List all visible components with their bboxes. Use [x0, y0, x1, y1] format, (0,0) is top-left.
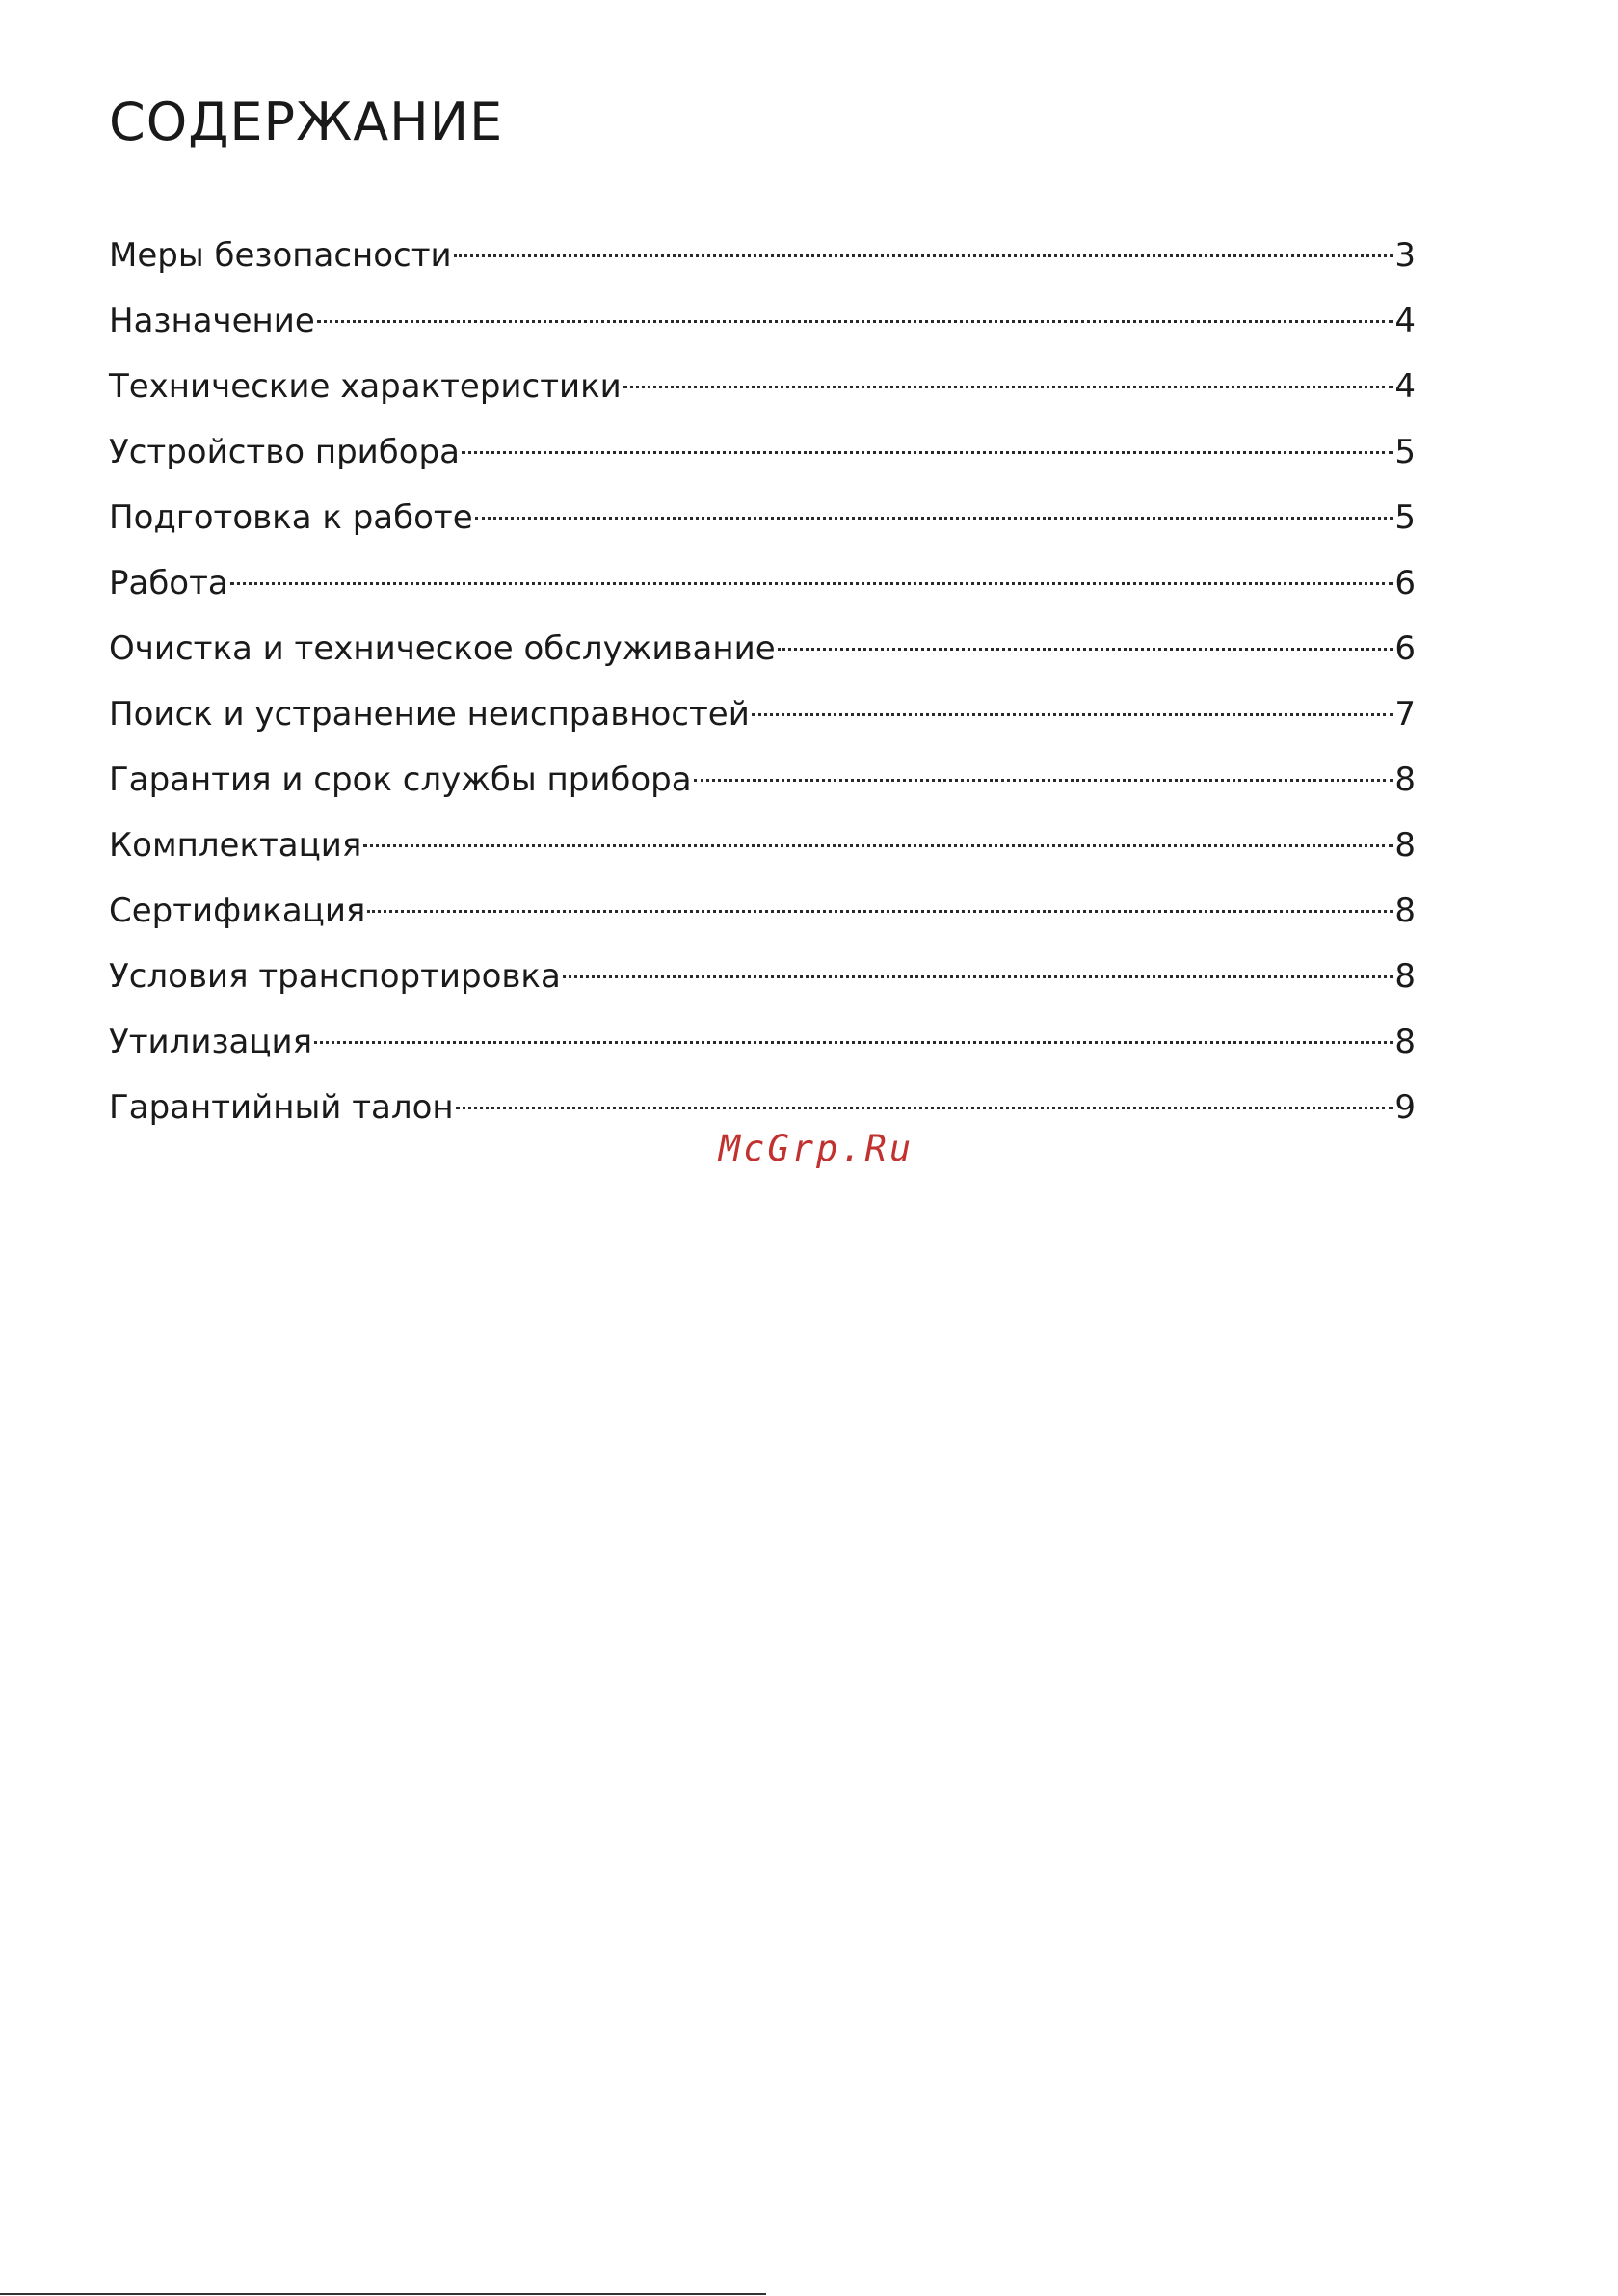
bottom-divider: [0, 2293, 766, 2295]
toc-entry-page: 9: [1394, 1088, 1416, 1127]
toc-dot-leader: [462, 424, 1393, 463]
watermark: McGrp.Ru: [718, 1128, 915, 1169]
toc-entry-page: 5: [1394, 433, 1416, 471]
toc-entry-label: Назначение: [109, 302, 315, 340]
toc-entry-page: 8: [1394, 761, 1416, 799]
toc-entry-label: Условия транспортировка: [109, 957, 561, 996]
toc-entry[interactable]: [109, 359, 1416, 424]
toc-dot-leader: [623, 359, 1393, 397]
toc-entry-page: 8: [1394, 826, 1416, 865]
toc-entry[interactable]: [109, 621, 1416, 686]
toc-entry-label: Комплектация: [109, 826, 362, 865]
toc-dot-leader: [752, 686, 1393, 725]
toc-entry-page: 4: [1394, 367, 1416, 406]
toc-entry-page: 8: [1394, 1023, 1416, 1061]
toc-entry[interactable]: [109, 1014, 1416, 1080]
table-of-contents: [109, 227, 1416, 1145]
toc-entry[interactable]: [109, 490, 1416, 555]
toc-entry-label: Утилизация: [109, 1023, 313, 1061]
toc-entry-page: 4: [1394, 302, 1416, 340]
toc-entry-label: Технические характеристики: [109, 367, 622, 406]
toc-dot-leader: [778, 621, 1393, 659]
toc-entry[interactable]: [109, 686, 1416, 752]
toc-entry[interactable]: [109, 948, 1416, 1014]
toc-entry-page: 8: [1394, 892, 1416, 930]
toc-dot-leader: [694, 752, 1393, 790]
toc-entry-page: 6: [1394, 564, 1416, 602]
toc-entry[interactable]: [109, 555, 1416, 621]
toc-entry-label: Гарантия и срок службы прибора: [109, 761, 692, 799]
toc-entry[interactable]: [109, 424, 1416, 490]
toc-entry-label: Устройство прибора: [109, 433, 460, 471]
toc-entry-page: 8: [1394, 957, 1416, 996]
toc-entry-page: 3: [1394, 236, 1416, 275]
toc-dot-leader: [475, 490, 1393, 528]
toc-dot-leader: [363, 817, 1393, 856]
toc-entry[interactable]: [109, 883, 1416, 948]
toc-entry-label: Работа: [109, 564, 228, 602]
toc-entry-label: Сертификация: [109, 892, 366, 930]
toc-entry-label: Подготовка к работе: [109, 498, 473, 537]
toc-dot-leader: [314, 1014, 1393, 1053]
toc-entry[interactable]: [109, 293, 1416, 359]
page-title: СОДЕРЖАНИЕ: [109, 92, 504, 152]
toc-entry-label: Поиск и устранение неисправностей: [109, 695, 750, 734]
toc-dot-leader: [454, 227, 1393, 266]
toc-entry[interactable]: [109, 752, 1416, 817]
toc-entry-page: 5: [1394, 498, 1416, 537]
toc-entry-label: Гарантийный талон: [109, 1088, 454, 1127]
toc-entry[interactable]: [109, 817, 1416, 883]
toc-entry-label: Меры безопасности: [109, 236, 452, 275]
toc-entry-page: 6: [1394, 629, 1416, 668]
toc-dot-leader: [367, 883, 1393, 921]
toc-entry-label: Очистка и техническое обслуживание: [109, 629, 776, 668]
toc-entry-page: 7: [1394, 695, 1416, 734]
toc-dot-leader: [563, 948, 1393, 987]
toc-entry[interactable]: [109, 227, 1416, 293]
toc-dot-leader: [456, 1080, 1393, 1118]
toc-dot-leader: [230, 555, 1393, 594]
toc-dot-leader: [317, 293, 1393, 332]
